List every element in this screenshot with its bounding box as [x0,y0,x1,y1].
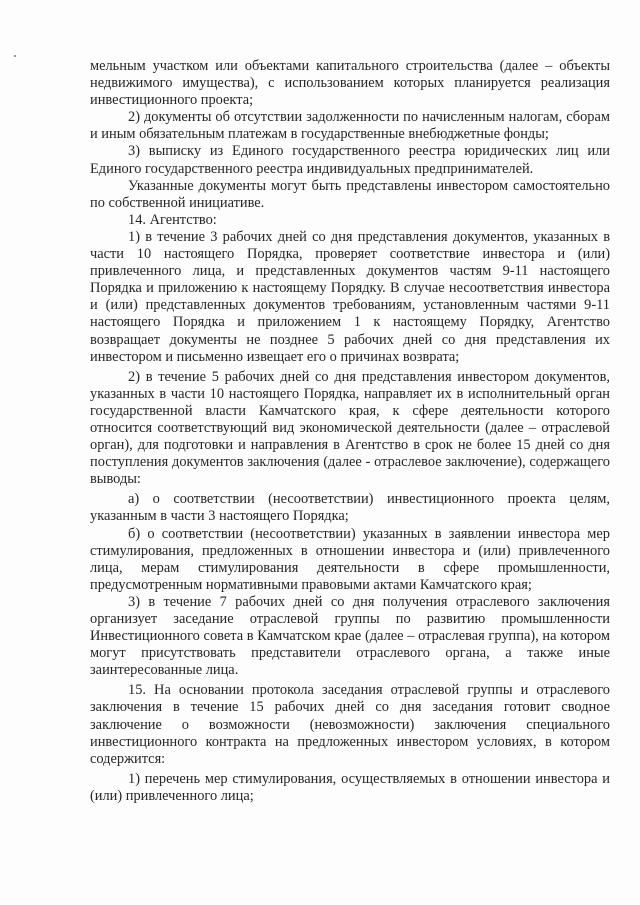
paragraph-14-2-b: б) о соответствии (несоответствии) указанных в заявлении инвестора мер стимулирования, предложенных в отношении инвестора и (или) привлеченного лица, мерам стимулирования деятельности в сфере промышленности, предусмотренным нормативными правовыми актами Камчатского края; [90,525,610,593]
section-15: 15. На основании протокола заседания отраслевой группы и отраслевого заключения в течение 15 рабочих дней со дня заседания готовит сводное заключение о возможности (невозможности) заключения специального инвестиционного контракта на предложенных инвестором условиях, в котором содержится: [90,682,610,767]
document-body [90,58,610,805]
paragraph-15-1: 1) перечень мер стимулирования, осуществляемых в отношении инвестора и (или) привлеченного лица; [90,770,610,804]
paragraph-14-1: 1) в течение 3 рабочих дней со дня представления документов, указанных в части 10 настоящего Порядка, проверяет соответствие инвестора и (или) привлеченного лица, и представленных документов частям 9-11 настоящего Порядка и приложению к настоящему Порядку. В случае несоответствия инвестора и (или) представленных документов требованиям, установленным частями 9-11 настоящего Порядка и приложением 1 к настоящему Порядку, Агентство возвращает документы не позднее 5 рабочих дней со дня представления их инвестором и письменно извещает его о причинах возврата; [90,228,610,365]
paragraph-14-3: 3) в течение 7 рабочих дней со дня получения отраслевого заключения организует заседание отраслевой группы по развитию промышленности Инвестиционного совета в Камчатском крае (далее – отраслевая группа), на котором могут присутствовать представители отраслевого органа, а также иные заинтересованные лица. [90,593,610,679]
paragraph-tax-debt: 2) документы об отсутствии задолженности по начисленным налогам, сборам и иным обязательным платежам в государственные внебюджетные фонды; [90,109,610,143]
paragraph-real-estate: мельным участком или объектами капитального строительства (далее – объекты недвижимого имущества), с использованием которых планируется реализация инвестиционного проекта; [90,58,610,109]
paragraph-registry-extract: 3) выписку из Единого государственного реестра юридических лиц или Единого государственного реестра индивидуальных предпринимателей. [90,143,610,177]
section-14-heading: 14. Агентство: [128,211,217,228]
paragraph-14-2-a: а) о соответствии (несоответствии) инвестиционного проекта целям, указанным в части 3 настоящего Порядка; [90,491,610,525]
paragraph-14-2: 2) в течение 5 рабочих дней со дня представления инвестором документов, указанных в части 10 настоящего Порядка, направляет их в исполнительный орган государственной власти Камчатского края, к сфере деятельности которого относится соответствующий вид экономической деятельности (далее – отраслевой орган), для подготовки и направления в Агентство в срок не более 15 дней со дня поступления документов заключения (далее - отраслевое заключение), содержащего выводы: [90,368,610,488]
paragraph-own-initiative: Указанные документы могут быть представлены инвестором самостоятельно по собственной инициативе. [90,177,610,211]
scan-speck [14,55,16,57]
